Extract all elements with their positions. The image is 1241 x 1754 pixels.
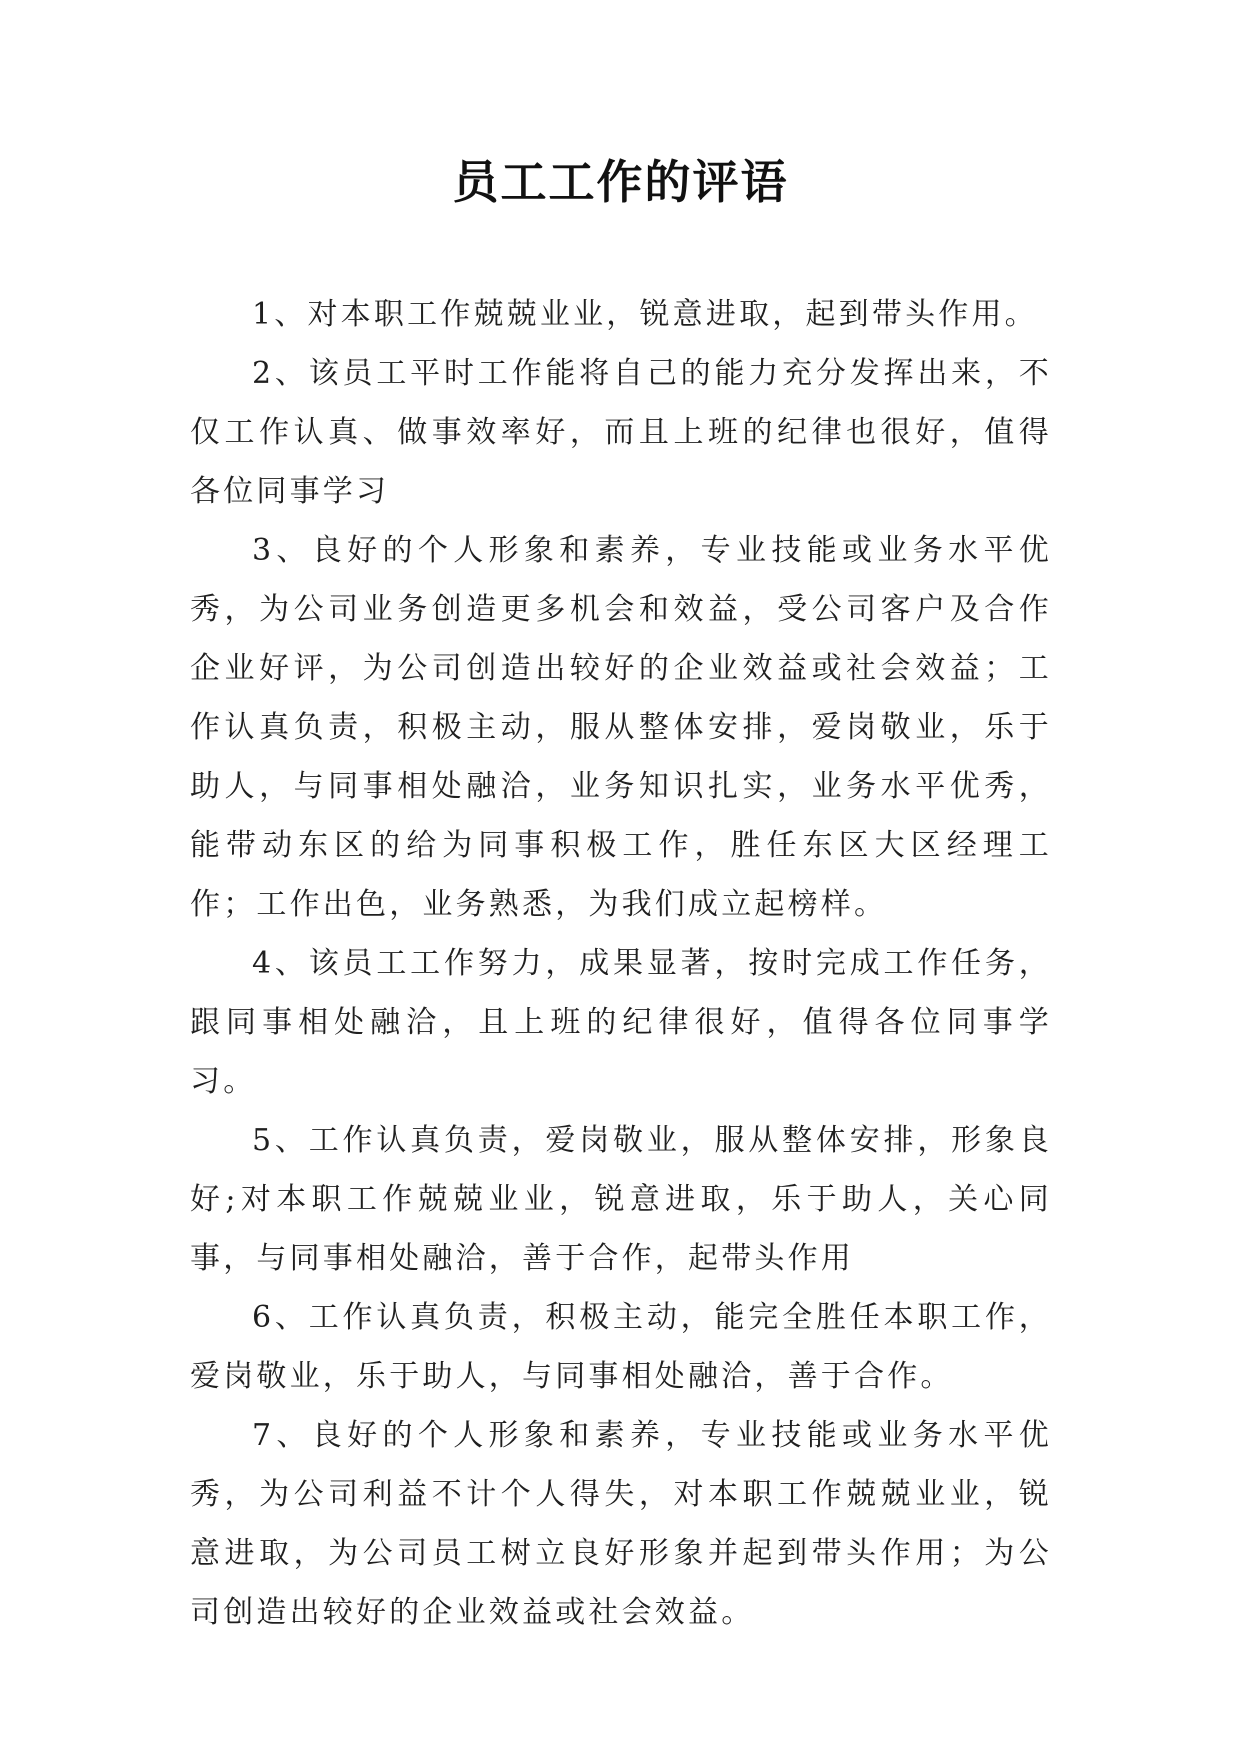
paragraph-4: 4、该员工工作努力，成果显著，按时完成工作任务，跟同事相处融洽，且上班的纪律很好，值得各位同事学习。 (190, 946, 1052, 1099)
paragraph-1: 1、对本职工作兢兢业业，锐意进取，起到带头作用。 (252, 297, 1038, 332)
paragraph-7: 7、良好的个人形象和素养，专业技能或业务水平优秀，为公司利益不计个人得失，对本职工作兢兢业业，锐意进取，为公司员工树立良好形象并起到带头作用；为公司创造出较好的企业效益或社会效益。 (190, 1418, 1052, 1630)
paragraph-5: 5、工作认真负责，爱岗敬业，服从整体安排，形象良好;对本职工作兢兢业业，锐意进取，乐于助人，关心同事，与同事相处融洽，善于合作，起带头作用 (190, 1123, 1052, 1276)
document-body (190, 285, 1052, 1642)
paragraph-6: 6、工作认真负责，积极主动，能完全胜任本职工作，爱岗敬业，乐于助人，与同事相处融洽，善于合作。 (190, 1300, 1052, 1394)
page-title: 员工工作的评语 (452, 155, 789, 209)
paragraph-2: 2、该员工平时工作能将自己的能力充分发挥出来，不仅工作认真、做事效率好，而且上班的纪律也很好，值得各位同事学习 (190, 356, 1052, 509)
paragraph-3: 3、良好的个人形象和素养，专业技能或业务水平优秀，为公司业务创造更多机会和效益，受公司客户及合作企业好评，为公司创造出较好的企业效益或社会效益；工作认真负责，积极主动，服从整体安排，爱岗敬业，乐于助人，与同事相处融洽，业务知识扎实，业务水平优秀，能带动东区的给为同事积极工作，胜任东区大区经理工作；工作出色，业务熟悉，为我们成立起榜样。 (190, 533, 1052, 922)
